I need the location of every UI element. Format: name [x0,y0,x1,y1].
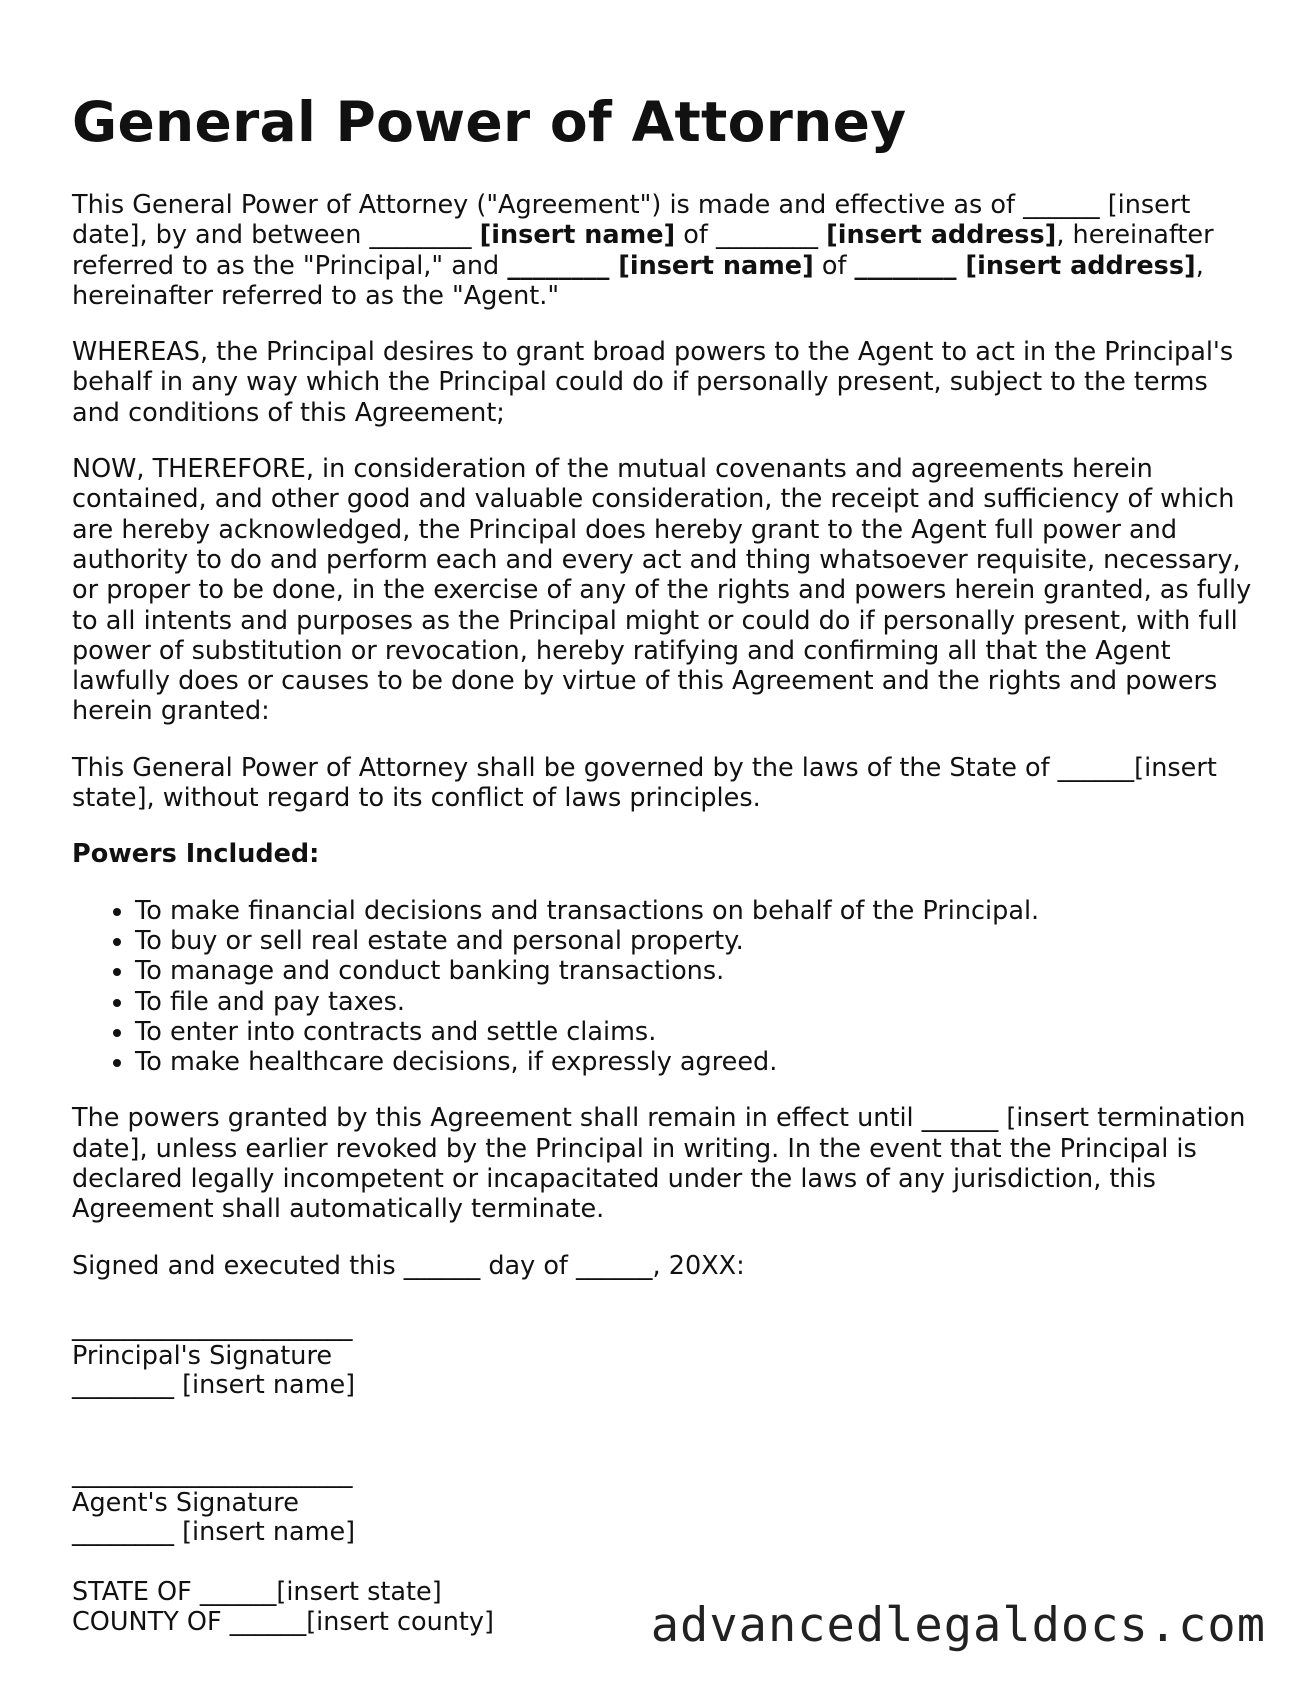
principal-name-placeholder: [insert name] [479,220,676,251]
principal-signature-label: Principal's Signature [72,1340,333,1371]
power-item: • To make financial decisions and transactions on behalf of the Principal. [135,896,1252,926]
powers-list [72,896,1252,1078]
agent-address-placeholder: ________ [insert address] [854,250,1196,281]
document-title: General Power of Attorney [72,90,907,154]
termination-paragraph: The powers granted by this Agreement shall remain in effect until ______ [insert termination date], unless earlier revoked by the Principal in writing. In the event that the Principal is declared legally incompetent or incapacitated under the laws of any jurisdiction, this Agreement shall automatically terminate. [72,1103,1246,1225]
intro-text-1: This General Power of Attorney ("Agreement") is made and effective as of ______ [insert date], by and between ________ [72,190,1191,251]
intro-text-3: , hereinafter referred to as the "Principal," and [72,220,1214,281]
powers-heading: Powers Included: [72,839,320,870]
agent-signature-name: ________ [insert name] [72,1516,356,1547]
now-therefore-paragraph: NOW, THEREFORE, in consideration of the mutual covenants and agreements herein contained, and other good and valuable consideration, the receipt and sufficiency of which are hereby acknowledged, the Principal does hereby grant to the Agent full power and authority to do and perform each and every act and thing whatsoever requisite, necessary, or proper to be done, in the exercise of any of the rights and powers herein granted, as fully to all intents and purposes as the Principal might or could do if personally present, with full power of substitution or revocation, hereby ratifying and confirming all that the Agent lawfully does or causes to be done by virtue of this Agreement and the rights and powers herein granted: [72,454,1252,727]
principal-address-placeholder: [insert address] [826,220,1057,251]
watermark-text: advancedlegaldocs.com [650,1598,1266,1653]
agent-signature-label: Agent's Signature [72,1487,299,1518]
power-item: • To file and pay taxes. [135,987,1252,1017]
whereas-paragraph: WHEREAS, the Principal desires to grant broad powers to the Agent to act in the Principal's behalf in any way which the Principal could do if personally present, subject to the terms and conditions of this Agreement; [72,337,1234,428]
agent-signature-line: ______________________ [72,1458,353,1489]
principal-signature-line: ______________________ [72,1311,353,1342]
document-page [72,86,1252,1637]
signed-executed-line: Signed and executed this ______ day of ______, 20XX: [72,1250,745,1281]
power-item: • To manage and conduct banking transactions. [135,956,1252,986]
agent-name-placeholder: ________ [insert name] [507,250,814,281]
principal-signature-block [72,1313,1252,1400]
power-item: • To make healthcare decisions, if expressly agreed. [135,1047,1252,1077]
intro-text-2: of ________ [675,220,827,251]
governing-law-paragraph: This General Power of Attorney shall be governed by the laws of the State of ______[insert state], without regard to its conflict of laws principles. [72,752,1217,814]
intro-text-4: of [813,250,855,281]
agent-signature-block [72,1460,1252,1547]
power-item: • To enter into contracts and settle claims. [135,1017,1252,1047]
county-line: COUNTY OF ______[insert county] [72,1606,494,1637]
power-item: • To buy or sell real estate and personal property. [135,926,1252,956]
state-line: STATE OF ______[insert state] [72,1576,442,1607]
principal-signature-name: ________ [insert name] [72,1369,356,1400]
intro-text-5: , hereinafter referred to as the "Agent." [72,250,1204,311]
intro-paragraph [72,190,1252,311]
